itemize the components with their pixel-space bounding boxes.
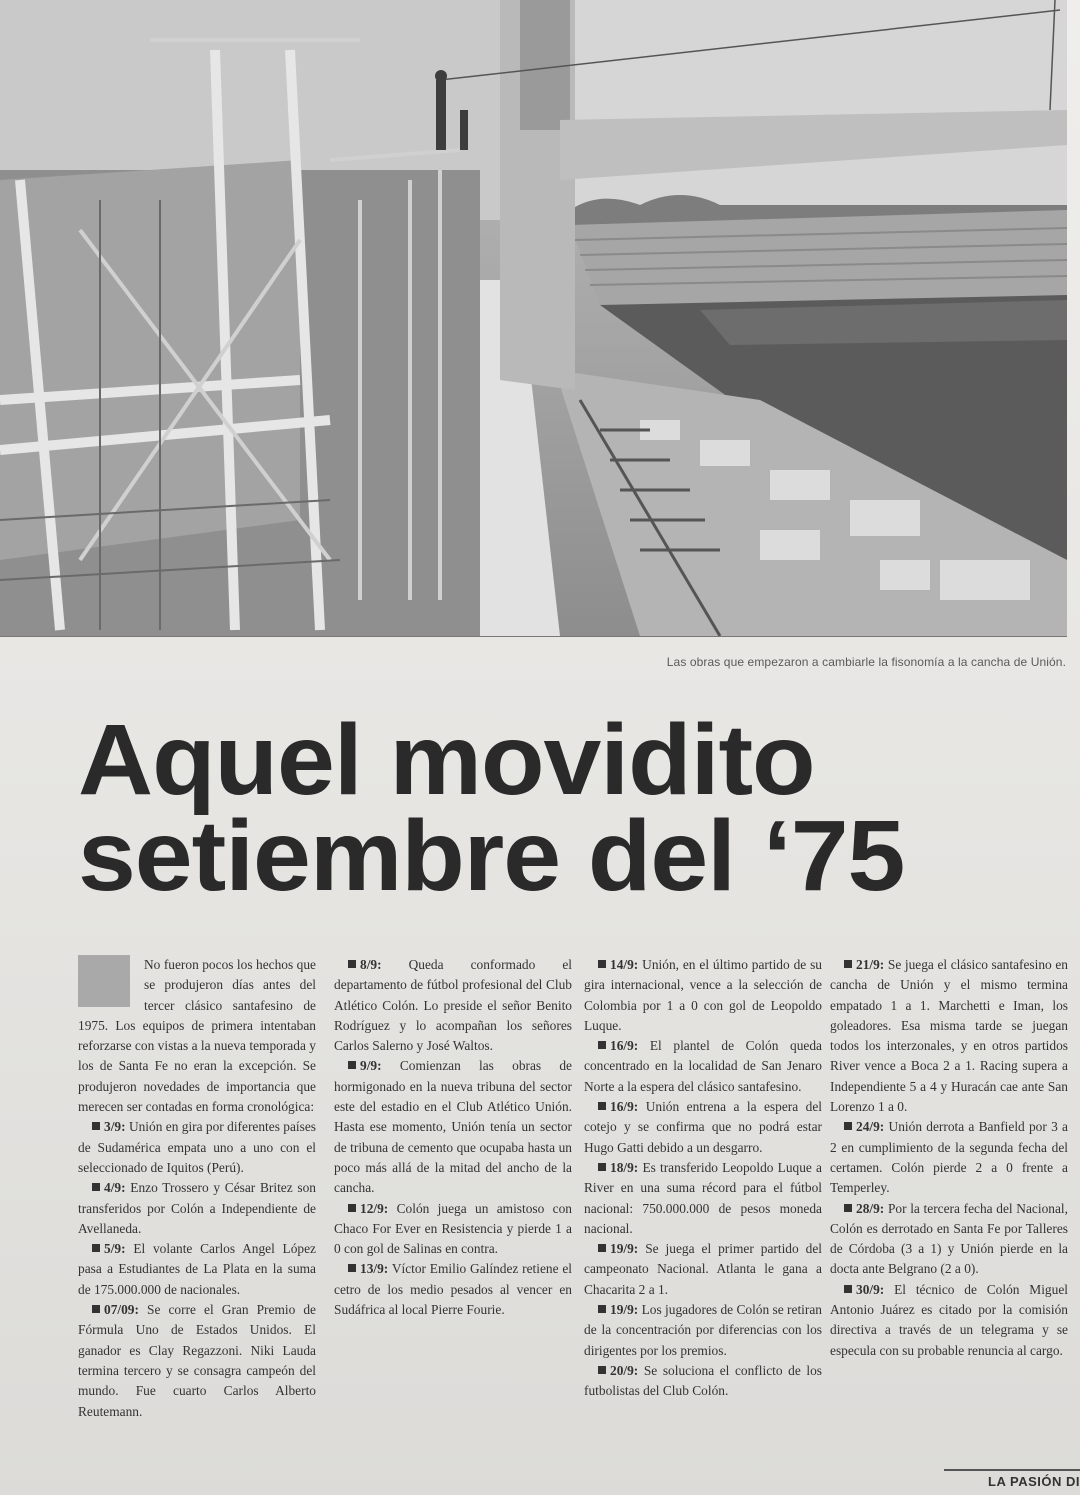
entry-13-9: 13/9: Víctor Emilio Galíndez retiene el cetro de los medio pesados al vencer en Sudáfrica al local Pierre Fourie. <box>334 1261 572 1318</box>
column-4 <box>830 955 1068 1361</box>
bullet-icon <box>844 1122 852 1130</box>
photo-caption: Las obras que empezaron a cambiarle la fisonomía a la cancha de Unión. <box>666 655 1066 669</box>
bullet-icon <box>348 960 356 968</box>
bullet-icon <box>348 1204 356 1212</box>
intro-paragraph: No fueron pocos los hechos que se produjeron días antes del tercer clásico santafesino de 1975. Los equipos de primera intentaban reforzarse con vistas a la nueva temporada y los de Santa Fe no eran la excepción. Se produjeron novedades de importancia que merecen ser contadas en forma cronológica: <box>78 957 316 1115</box>
bullet-icon <box>598 1305 606 1313</box>
headline <box>78 704 1076 912</box>
bullet-icon <box>92 1122 100 1130</box>
bullet-icon <box>348 1264 356 1272</box>
entry-19-9-nacional: 19/9: Se juega el primer partido del campeonato Nacional. Atlanta le gana a Chacarita 2 a 1. <box>584 1241 822 1297</box>
bullet-icon <box>92 1244 100 1252</box>
bullet-icon <box>598 1366 606 1374</box>
entry-16-9-colon: 16/9: El plantel de Colón queda concentrado en la localidad de San Jenaro Norte a la espera del clásico santafesino. <box>584 1038 822 1094</box>
stadium-photo <box>0 0 1067 637</box>
entry-19-9-colon: 19/9: Los jugadores de Colón se retiran de la concentración por diferencias con los dirigentes por los premios. <box>584 1302 822 1358</box>
bullet-icon <box>598 1163 606 1171</box>
bullet-icon <box>844 960 852 968</box>
entry-28-9: 28/9: Por la tercera fecha del Nacional, Colón es derrotado en Santa Fe por Talleres de Córdoba (3 a 1) y Unión pierde en la docta ante Belgrano (2 a 0). <box>830 1200 1068 1277</box>
bullet-icon <box>348 1061 356 1069</box>
bullet-icon <box>844 1204 852 1212</box>
article-body <box>78 955 1068 1465</box>
entry-5-9: 5/9: El volante Carlos Angel López pasa a Estudiantes de La Plata en la suma de 175.000.000 de nacionales. <box>78 1241 316 1297</box>
bullet-icon <box>92 1183 100 1191</box>
bullet-icon <box>92 1305 100 1313</box>
entry-21-9: 21/9: Se juega el clásico santafesino en cancha de Unión y el mismo termina empatado 1 a 1. Marchetti e Iman, los goleadores. Esa misma tarde se juegan todos los interzonales, y en otros partidos River vence a Boca 2 a 1. Racing supera a Independiente 5 a 4 y Huracán cae ante San Lorenzo 1 a 0. <box>830 957 1068 1115</box>
entry-3-9: 3/9: Unión en gira por diferentes países de Sudamérica empata uno a uno con el seleccionado de Iquitos (Perú). <box>78 1119 316 1175</box>
entry-12-9: 12/9: Colón juega un amistoso con Chaco For Ever en Resistencia y pierde 1 a 0 con gol de Salinas en contra. <box>334 1200 572 1257</box>
dropcap-box <box>78 955 130 1007</box>
entry-4-9: 4/9: Enzo Trossero y César Britez son transferidos por Colón a Independiente de Avellaneda. <box>78 1180 316 1236</box>
bullet-icon <box>598 1244 606 1252</box>
bullet-icon <box>844 1285 852 1293</box>
entry-14-9: 14/9: Unión, en el último partido de su gira internacional, vence a la selección de Colombia por 1 a 0 con gol de Leopoldo Luque. <box>584 957 822 1033</box>
entry-8-9: 8/9: Queda conformado el departamento de fútbol profesional del Club Atlético Colón. Lo preside el señor Benito Rodríguez y lo acompañan los señores Carlos Salerno y José Waltos. <box>334 957 572 1054</box>
entry-9-9: 9/9: Comienzan las obras de hormigonado en la nueva tribuna del sector este del estadio en el Club Atlético Unión. Hasta ese momento, Unión tenía un sector de tribuna de cemento que ocupaba hasta un poco más allá de la mitad del ancho de la cancha. <box>334 1058 572 1196</box>
entry-20-9: 20/9: Se soluciona el conflicto de los futbolistas del Club Colón. <box>584 1362 822 1399</box>
entry-24-9: 24/9: Unión derrota a Banfield por 3 a 2 en cumplimiento de la segunda fecha del certamen. Colón pierde 2 a 0 frente a Temperley. <box>830 1119 1068 1196</box>
headline-line-2: setiembre del ‘75 <box>78 800 905 912</box>
bullet-icon <box>598 1102 606 1110</box>
column-2 <box>334 955 572 1320</box>
section-footer: LA PASIÓN DI <box>988 1474 1080 1489</box>
bullet-icon <box>598 960 606 968</box>
entry-18-9: 18/9: Es transferido Leopoldo Luque a River en una suma récord para el fútbol nacional: 750.000.000 de pesos moneda nacional. <box>584 1159 822 1236</box>
bullet-icon <box>598 1041 606 1049</box>
column-1 <box>78 955 316 1422</box>
stadium-construction-illustration <box>0 0 1067 636</box>
column-3 <box>584 955 822 1402</box>
headline-line-1: Aquel movidito <box>78 704 815 816</box>
entry-07-09: 07/09: Se corre el Gran Premio de Fórmula Uno de Estados Unidos. El ganador es Clay Regazzoni. Niki Lauda termina tercero y se consagra campeón del mundo. Fue cuarto Carlos Alberto Reutemann. <box>78 1302 316 1419</box>
entry-30-9: 30/9: El técnico de Colón Miguel Antonio Juárez es citado por la comisión directiva a través de un telegrama y se especula con su probable renuncia al cargo. <box>830 1281 1068 1358</box>
entry-16-9-union: 16/9: Unión entrena a la espera del cotejo y se confirma que no podrá estar Hugo Gatti debido a un desgarro. <box>584 1099 822 1155</box>
footer-divider <box>944 1469 1080 1471</box>
